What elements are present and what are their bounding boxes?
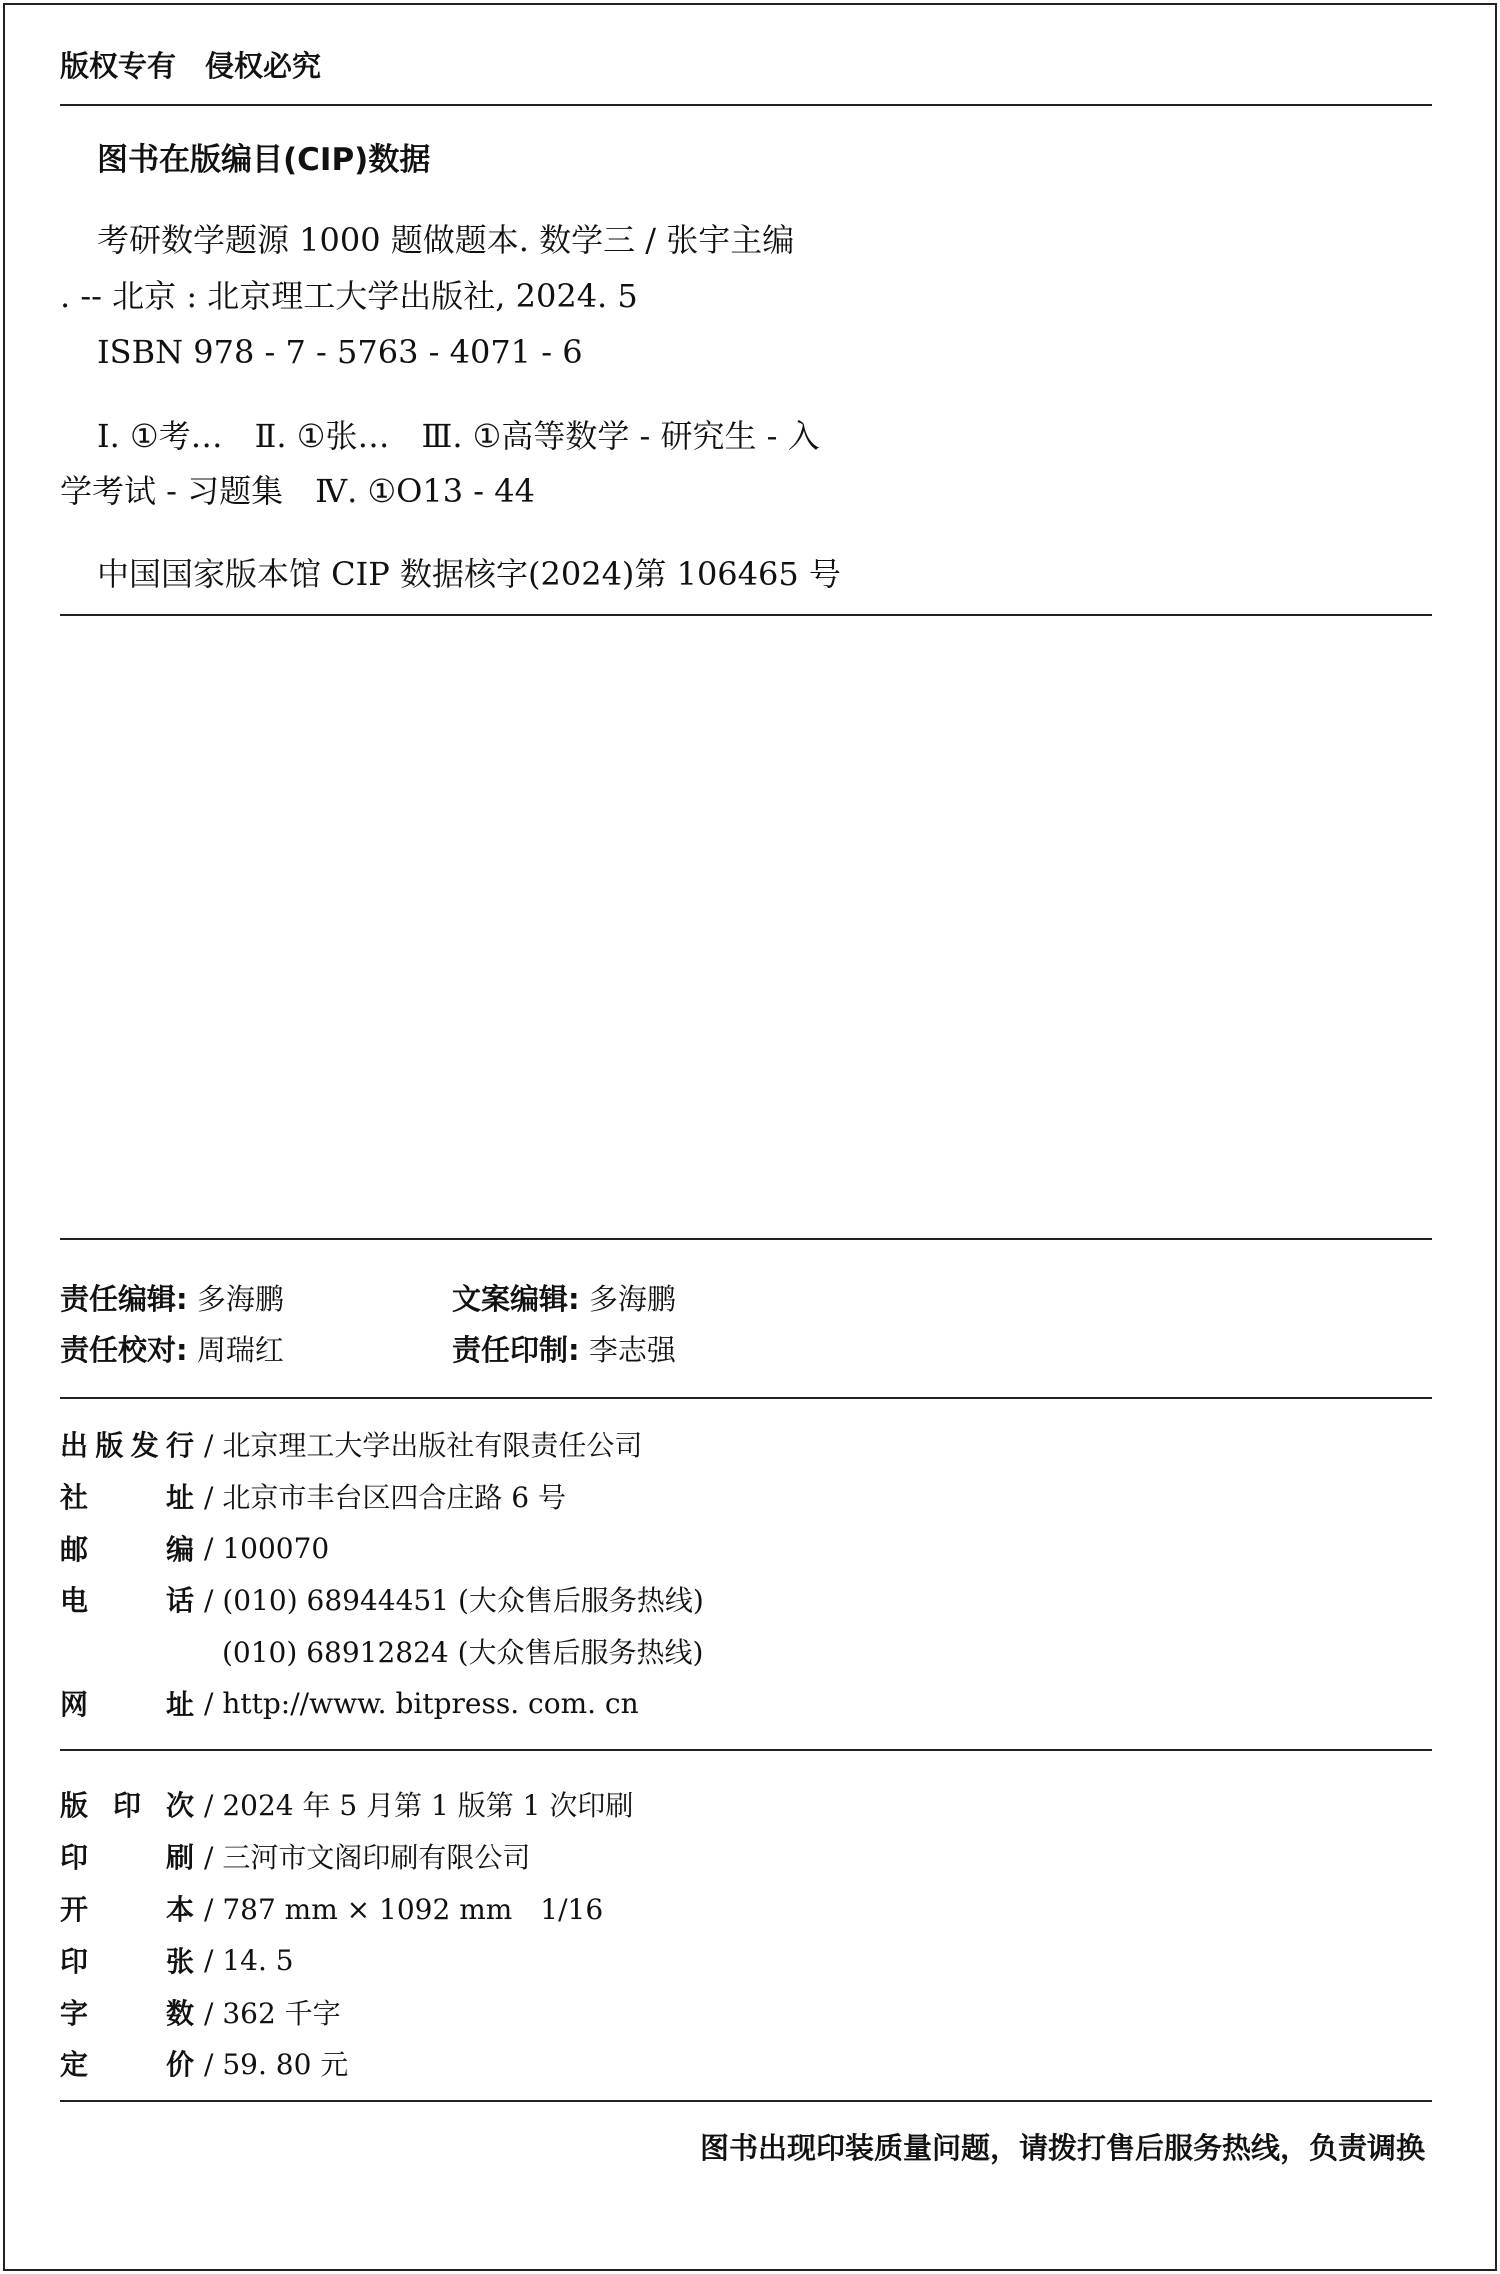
print-supervisor-label: 责任印制: [452, 1333, 580, 1367]
format-value: / 787 mm × 1092 mm 1/16 [204, 1893, 604, 1926]
copy-editor-value: 多海鹏 [588, 1282, 676, 1316]
edition-value: / 2024 年 5 月第 1 版第 1 次印刷 [204, 1789, 634, 1822]
price-row [60, 2043, 348, 2083]
staff-row [60, 1328, 284, 1369]
edition-label: 版 印 次 [60, 1789, 194, 1822]
divider [60, 104, 1432, 106]
website-value: / http://www. bitpress. com. cn [204, 1686, 639, 1720]
price-value: / 59. 80 元 [204, 2048, 349, 2081]
phone-label: 电 话 [60, 1584, 194, 1617]
divider [60, 1238, 1432, 1240]
postcode-row [60, 1528, 329, 1568]
phone-value-2: (010) 68912824 (大众售后服务热线) [222, 1636, 704, 1669]
website-label: 网 址 [60, 1688, 194, 1721]
price-label: 定 价 [60, 2048, 194, 2081]
divider [60, 614, 1432, 616]
divider [60, 1397, 1432, 1399]
word-count-value: / 362 千字 [204, 1997, 341, 2030]
cip-line: ISBN 978 - 7 - 5763 - 4071 - 6 [97, 333, 583, 371]
staff-row [452, 1277, 676, 1318]
sheets-row [60, 1940, 294, 1980]
phone-value: / (010) 68944451 (大众售后服务热线) [204, 1584, 704, 1617]
phone-row [60, 1579, 704, 1619]
word-count-label: 字 数 [60, 1997, 194, 2030]
cip-line: Ⅰ. ①考… Ⅱ. ①张… Ⅲ. ①高等数学 - 研究生 - 入 [97, 417, 820, 455]
cip-line: 中国国家版本馆 CIP 数据核字(2024)第 106465 号 [97, 555, 841, 593]
copyright-notice: 版权专有 侵权必究 [60, 49, 322, 83]
copy-editor-label: 文案编辑: [452, 1282, 580, 1316]
format-row [60, 1888, 603, 1928]
responsible-editor-value: 多海鹏 [196, 1282, 284, 1316]
postcode-value: / 100070 [204, 1531, 330, 1565]
divider [60, 2100, 1432, 2102]
address-row [60, 1476, 566, 1516]
printer-label: 印 刷 [60, 1841, 194, 1874]
website-row [60, 1683, 639, 1723]
proofreader-value: 周瑞红 [196, 1333, 284, 1367]
cip-line: 学考试 - 习题集 Ⅳ. ①O13 - 44 [60, 472, 535, 510]
phone-row-2 [60, 1631, 703, 1671]
publisher-value: / 北京理工大学出版社有限责任公司 [204, 1429, 643, 1462]
printer-value: / 三河市文阁印刷有限公司 [204, 1841, 531, 1874]
cip-title: 图书在版编目(CIP)数据 [97, 142, 431, 178]
edition-row [60, 1784, 633, 1824]
proofreader-label: 责任校对: [60, 1333, 188, 1367]
divider [60, 1749, 1432, 1751]
publisher-row [60, 1424, 642, 1464]
postcode-label: 邮 编 [60, 1533, 194, 1566]
format-label: 开 本 [60, 1893, 194, 1926]
cip-line: . -- 北京 : 北京理工大学出版社, 2024. 5 [60, 277, 638, 315]
staff-row [452, 1328, 676, 1369]
sheets-label: 印 张 [60, 1945, 194, 1978]
cip-line: 考研数学题源 1000 题做题本. 数学三 / 张宇主编 [97, 221, 795, 259]
publisher-label: 出 版 发 行 [60, 1429, 194, 1462]
quality-notice: 图书出现印装质量问题，请拨打售后服务热线，负责调换 [699, 2131, 1425, 2165]
staff-row [60, 1277, 284, 1318]
word-count-row [60, 1992, 341, 2032]
address-label: 社 址 [60, 1481, 194, 1514]
print-supervisor-value: 李志强 [588, 1333, 676, 1367]
responsible-editor-label: 责任编辑: [60, 1282, 188, 1316]
sheets-value: / 14. 5 [204, 1943, 294, 1977]
address-value: / 北京市丰台区四合庄路 6 号 [204, 1481, 566, 1514]
printer-row [60, 1836, 530, 1876]
